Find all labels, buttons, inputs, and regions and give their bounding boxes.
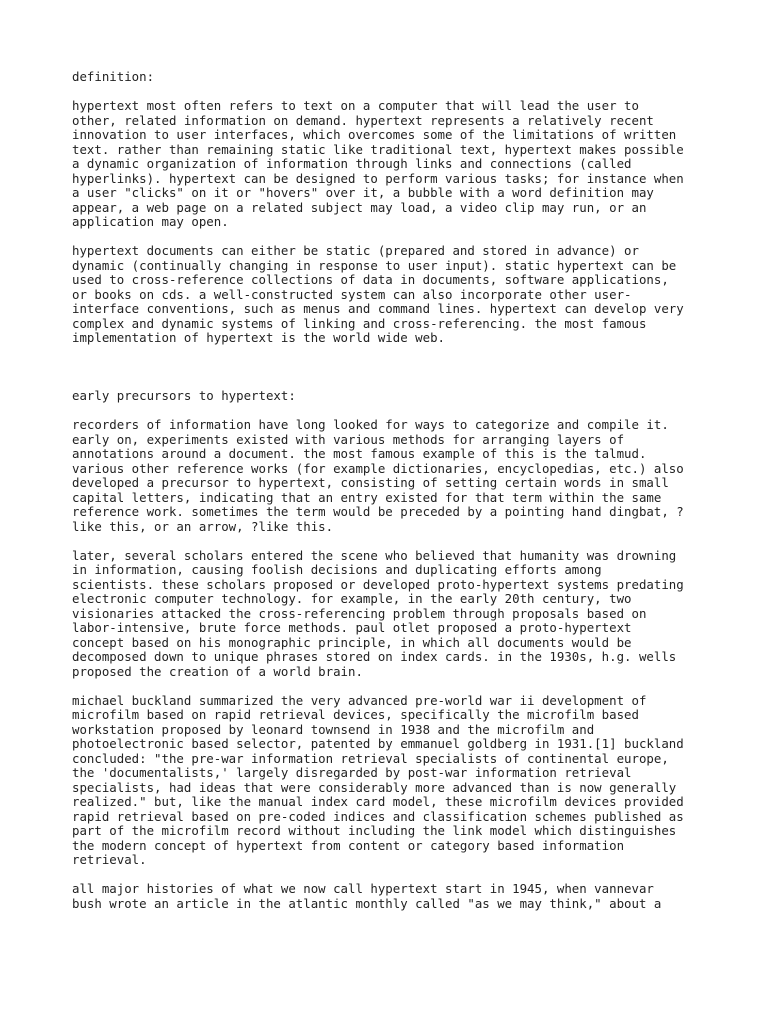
text-line: interface conventions, such as menus and command lines. hypertext can develop very <box>72 301 684 316</box>
text-line: visionaries attacked the cross-referencing problem through proposals based on <box>72 605 647 621</box>
text-line: like this, or an arrow, ?like this. <box>72 518 334 534</box>
text-line: innovation to user interfaces, which overcomes some of the limitations of written <box>72 127 677 142</box>
paragraph-recorders <box>72 418 712 534</box>
spacer <box>72 534 712 549</box>
paragraph-buckland <box>72 694 712 868</box>
text-line: capital letters, indicating that an entry existed for that term within the same <box>72 489 662 505</box>
section-heading-early-precursors: early precursors to hypertext: <box>72 388 296 403</box>
text-line: bush wrote an article in the atlantic monthly called "as we may think," about a <box>72 895 662 911</box>
text-line: workstation proposed by leonard townsend in 1938 and the microfilm and <box>72 721 595 737</box>
text-line: annotations around a document. the most famous example of this is the talmud. <box>72 446 647 461</box>
spacer <box>72 346 712 390</box>
text-line: developed a precursor to hypertext, consisting of setting certain words in small <box>72 475 669 490</box>
text-line: later, several scholars entered the scene who believed that humanity was drowning <box>72 547 677 563</box>
text-line: hypertext most often refers to text on a computer that will lead the user to <box>72 98 639 113</box>
text-line: appear, a web page on a related subject may load, a video clip may run, or an <box>72 199 647 215</box>
text-line: implementation of hypertext is the world wide web. <box>72 330 445 345</box>
text-line: part of the microfilm record without including the link model which distinguishes <box>72 823 677 838</box>
text-line: realized." but, like the manual index card model, these microfilm devices provided <box>72 794 684 809</box>
spacer <box>72 679 712 694</box>
text-line: labor-intensive, brute force methods. paul otlet proposed a proto-hypertext <box>72 620 632 635</box>
paragraph-hypertext-definition <box>72 99 712 230</box>
section-heading-definition: definition: <box>72 69 155 84</box>
paragraph-static-dynamic <box>72 244 712 346</box>
text-line: recorders of information have long looked for ways to categorize and compile it. <box>72 417 669 432</box>
spacer <box>72 230 712 245</box>
text-line: decomposed down to unique phrases stored on index cards. in the 1930s, h.g. wells <box>72 649 677 664</box>
text-line: photoelectronic based selector, patented by emmanuel goldberg in 1931.[1] buckland <box>72 736 684 751</box>
text-line: michael buckland summarized the very advanced pre-world war ii development of <box>72 692 647 708</box>
text-line: the modern concept of hypertext from content or category based information <box>72 837 625 853</box>
text-line: application may open. <box>72 214 229 229</box>
paragraph-scholars <box>72 549 712 680</box>
text-line: a dynamic organization of information through links and connections (called <box>72 156 632 171</box>
text-line: or books on cds. a well-constructed system can also incorporate other user- <box>72 286 632 302</box>
text-line: retrieval. <box>72 852 147 867</box>
text-line: reference work. sometimes the term would be preceded by a pointing hand dingbat, ? <box>72 504 684 519</box>
spacer <box>72 868 712 883</box>
text-line: other, related information on demand. hypertext represents a relatively recent <box>72 112 654 128</box>
text-line: the 'documentalists,' largely disregarded by post-war information retrieval <box>72 765 632 780</box>
text-line: hypertext documents can either be static (prepared and stored in advance) or <box>72 243 639 258</box>
text-line: early on, experiments existed with various methods for arranging layers of <box>72 431 625 447</box>
text-line: all major histories of what we now call hypertext start in 1945, when vannevar <box>72 881 654 896</box>
text-line: a user "clicks" on it or "hovers" over it, a bubble with a word definition may <box>72 185 654 200</box>
text-line: electronic computer technology. for example, in the early 20th century, two <box>72 591 632 606</box>
text-line: specialists, had ideas that were considerably more advanced than is now generally <box>72 779 677 795</box>
spacer <box>72 85 712 100</box>
paragraph-histories <box>72 882 712 911</box>
text-line: rapid retrieval based on pre-coded indices and classification schemes published as <box>72 808 684 824</box>
spacer <box>72 404 712 419</box>
text-line: various other reference works (for example dictionaries, encyclopedias, etc.) also <box>72 460 684 476</box>
text-line: proposed the creation of a world brain. <box>72 663 363 679</box>
text-line: microfilm based on rapid retrieval devices, specifically the microfilm based <box>72 707 639 722</box>
text-line: dynamic (continually changing in response to user input). static hypertext can be <box>72 257 677 273</box>
text-line: in information, causing foolish decisions and duplicating efforts among <box>72 562 602 577</box>
text-line: concluded: "the pre-war information retrieval specialists of continental europe, <box>72 750 669 766</box>
text-line: concept based on his monographic principle, in which all documents would be <box>72 634 632 650</box>
text-line: used to cross-reference collections of data in documents, software applications, <box>72 272 669 287</box>
text-line: text. rather than remaining static like traditional text, hypertext makes possible <box>72 141 684 157</box>
text-line: complex and dynamic systems of linking and cross-referencing. the most famous <box>72 315 647 331</box>
text-line: hyperlinks). hypertext can be designed to perform various tasks; for instance when <box>72 170 684 186</box>
text-line: scientists. these scholars proposed or developed proto-hypertext systems predating <box>72 576 684 592</box>
document-page <box>72 70 712 911</box>
